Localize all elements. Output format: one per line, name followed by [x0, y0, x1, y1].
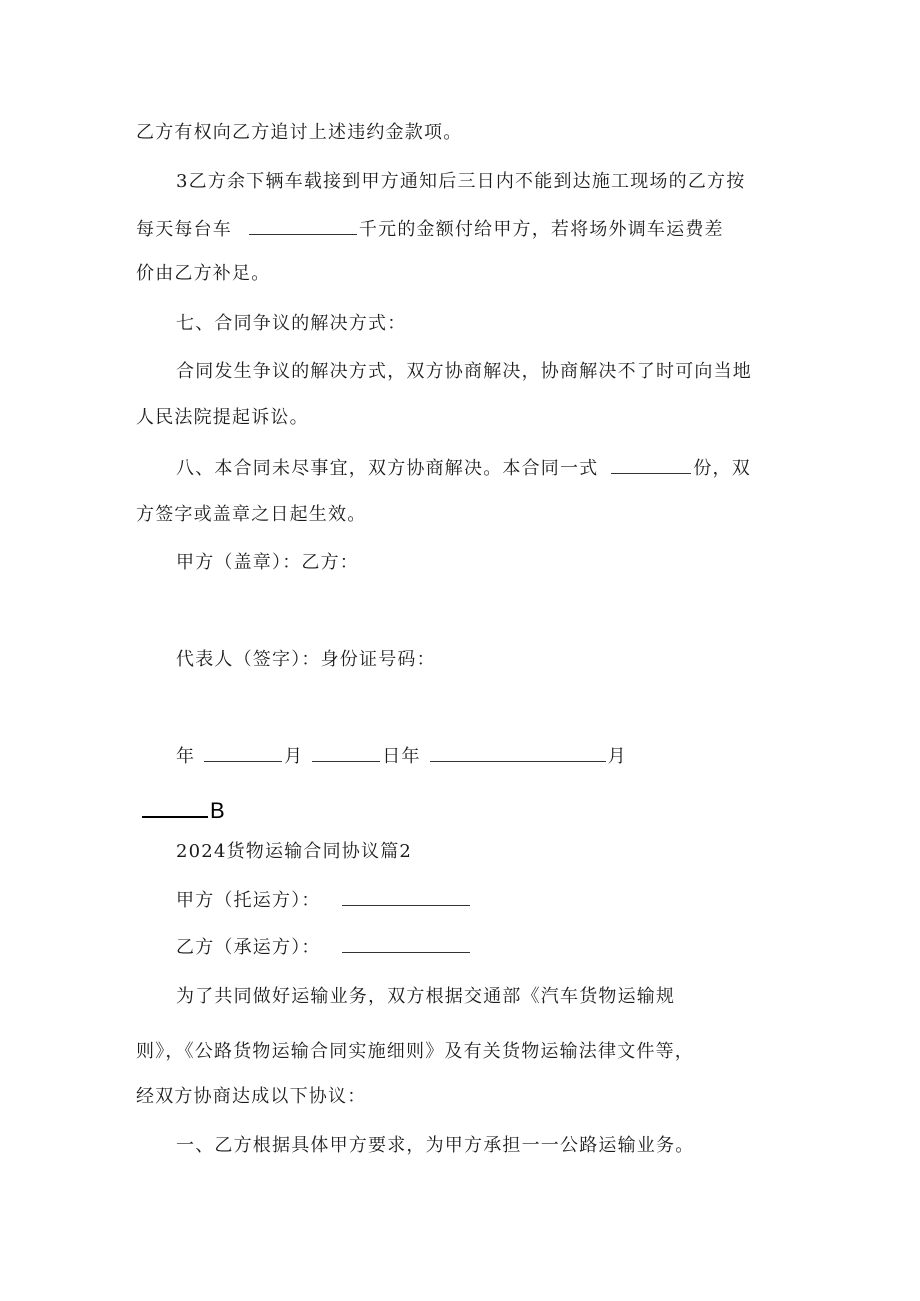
party-a-label: 甲方（托运方）：	[176, 890, 321, 911]
date-year-label: 年	[176, 746, 196, 767]
section-8-text-b: 份，双	[693, 458, 751, 479]
section-7-heading: 七、合同争议的解决方式：	[176, 313, 407, 334]
marker-rule	[142, 794, 208, 818]
paragraph-vehicle-delay-line1: 3乙方余下辆车载接到甲方通知后三日内不能到达施工现场的乙方按	[176, 171, 746, 192]
intro-line1: 为了共同做好运输业务，双方根据交通部《汽车货物运输规	[176, 986, 676, 1007]
section-7-text-line1: 合同发生争议的解决方式，双方协商解决，协商解决不了时可向当地	[176, 361, 752, 382]
daily-rate-prefix: 每天每台车	[136, 219, 232, 240]
clause-1: 一、乙方根据具体甲方要求，为甲方承担一一公路运输业务。	[176, 1135, 695, 1156]
paragraph-penalty-recovery: 乙方有权向乙方追讨上述违约金款项。	[136, 122, 463, 143]
date-day-year-label: 日年	[382, 746, 421, 767]
copies-blank	[611, 455, 691, 474]
daily-rate-suffix: 千元的金额付给甲方，若将场外调车运费差	[358, 219, 724, 240]
paragraph-vehicle-delay-line2	[136, 216, 724, 242]
signature-parties-line: 甲方（盖章）：乙方：	[176, 552, 359, 573]
amount-blank	[249, 216, 357, 235]
party-b-line	[176, 934, 472, 960]
date-blank-1	[204, 743, 282, 762]
marker-letter: B	[210, 798, 225, 823]
section-8-line2: 方签字或盖章之日起生效。	[136, 504, 367, 525]
section-8-text-a: 八、本合同未尽事宜，双方协商解决。本合同一式	[176, 458, 599, 479]
party-a-line	[176, 887, 472, 913]
date-month-label: 月	[284, 746, 304, 767]
intro-line3: 经双方协商达成以下协议：	[136, 1086, 367, 1107]
section-7-text-line2: 人民法院提起诉讼。	[136, 407, 309, 428]
date-blank-2	[312, 743, 380, 762]
date-month2-label: 月	[607, 746, 627, 767]
intro-line2: 则》，《公路货物运输合同实施细则》及有关货物运输法律文件等，	[136, 1041, 694, 1062]
party-b-label: 乙方（承运方）：	[176, 937, 321, 958]
section-8-line1	[176, 455, 751, 481]
date-blank-3	[430, 743, 606, 762]
paragraph-vehicle-delay-line3: 价由乙方补足。	[136, 263, 271, 284]
signature-representative-line: 代表人（签字）：身份证号码：	[176, 649, 436, 670]
signature-date-line	[176, 743, 627, 769]
contract-2-title: 2024货物运输合同协议篇2	[176, 841, 413, 862]
party-b-blank	[342, 934, 470, 953]
section-marker	[142, 794, 225, 824]
party-a-blank	[342, 887, 470, 906]
